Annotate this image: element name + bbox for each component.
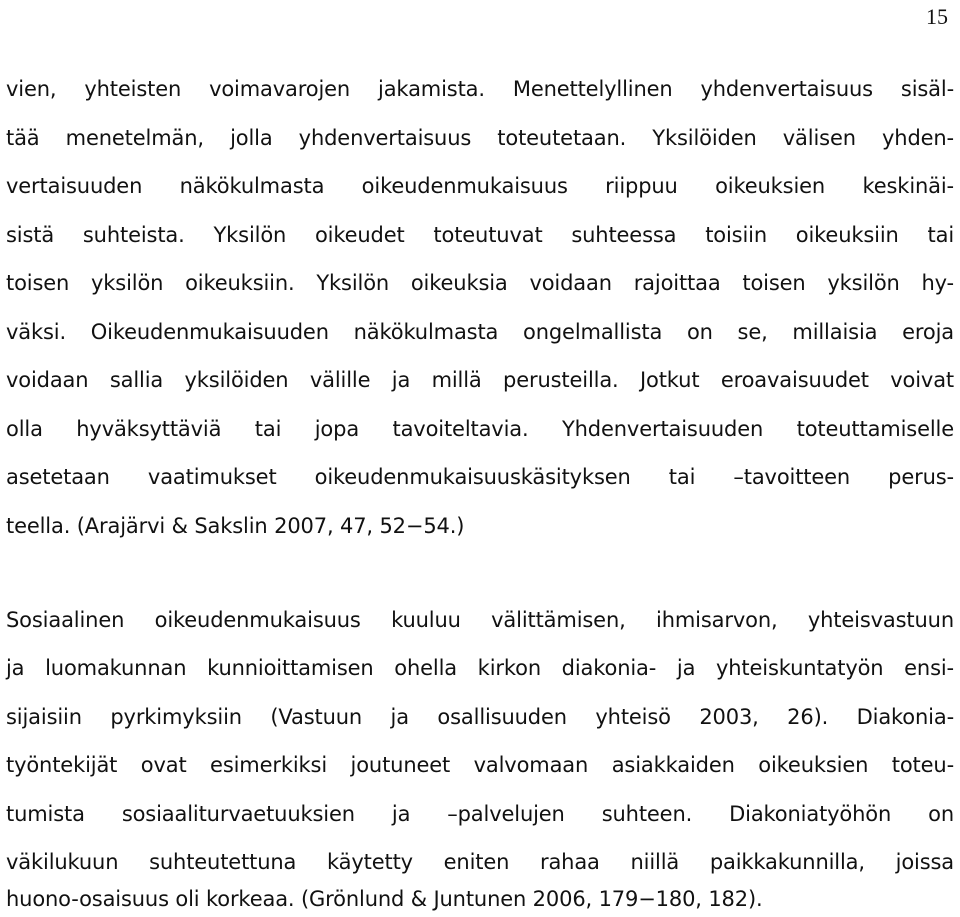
- paragraph-line: väkilukuun suhteutettuna käytetty eniten rahaa niillä paikkakunnilla, joissa: [6, 850, 954, 874]
- paragraph-line: työntekijät ovat esimerkiksi joutuneet valvomaan asiakkaiden oikeuksien toteu-: [6, 753, 954, 777]
- paragraph-line: huono-osaisuus oli korkeaa. (Grönlund & Juntunen 2006, 179−180, 182).: [6, 887, 763, 911]
- paragraph-line: asetetaan vaatimukset oikeudenmukaisuuskäsityksen tai –tavoitteen perus-: [6, 465, 954, 489]
- paragraph-line: tumista sosiaaliturvaetuuksien ja –palvelujen suhteen. Diakoniatyöhön on: [6, 802, 954, 826]
- paragraph-line: tää menetelmän, jolla yhdenvertaisuus toteutetaan. Yksilöiden välisen yhden-: [6, 126, 954, 150]
- paragraph-line: teella. (Arajärvi & Sakslin 2007, 47, 52−54.): [6, 514, 465, 538]
- paragraph-line: ja luomakunnan kunnioittamisen ohella kirkon diakonia- ja yhteiskuntatyön ensi-: [6, 656, 954, 680]
- paragraph-line: sistä suhteista. Yksilön oikeudet toteutuvat suhteessa toisiin oikeuksiin tai: [6, 223, 954, 247]
- paragraph-line: väksi. Oikeudenmukaisuuden näkökulmasta ongelmallista on se, millaisia eroja: [6, 320, 954, 344]
- paragraph-line: vien, yhteisten voimavarojen jakamista. Menettelyllinen yhdenvertaisuus sisäl-: [6, 77, 954, 101]
- paragraph-line: vertaisuuden näkökulmasta oikeudenmukaisuus riippuu oikeuksien keskinäi-: [6, 174, 954, 198]
- paragraph-line: toisen yksilön oikeuksiin. Yksilön oikeuksia voidaan rajoittaa toisen yksilön hy-: [6, 271, 954, 295]
- paragraph-line: olla hyväksyttäviä tai jopa tavoiteltavia. Yhdenvertaisuuden toteuttamiselle: [6, 417, 954, 441]
- paragraph-line: Sosiaalinen oikeudenmukaisuus kuuluu välittämisen, ihmisarvon, yhteisvastuun: [6, 608, 954, 632]
- paragraph-line: voidaan sallia yksilöiden välille ja millä perusteilla. Jotkut eroavaisuudet voivat: [6, 368, 954, 392]
- page-number: 15: [926, 4, 948, 29]
- paragraph-line: sijaisiin pyrkimyksiin (Vastuun ja osallisuuden yhteisö 2003, 26). Diakonia-: [6, 705, 954, 729]
